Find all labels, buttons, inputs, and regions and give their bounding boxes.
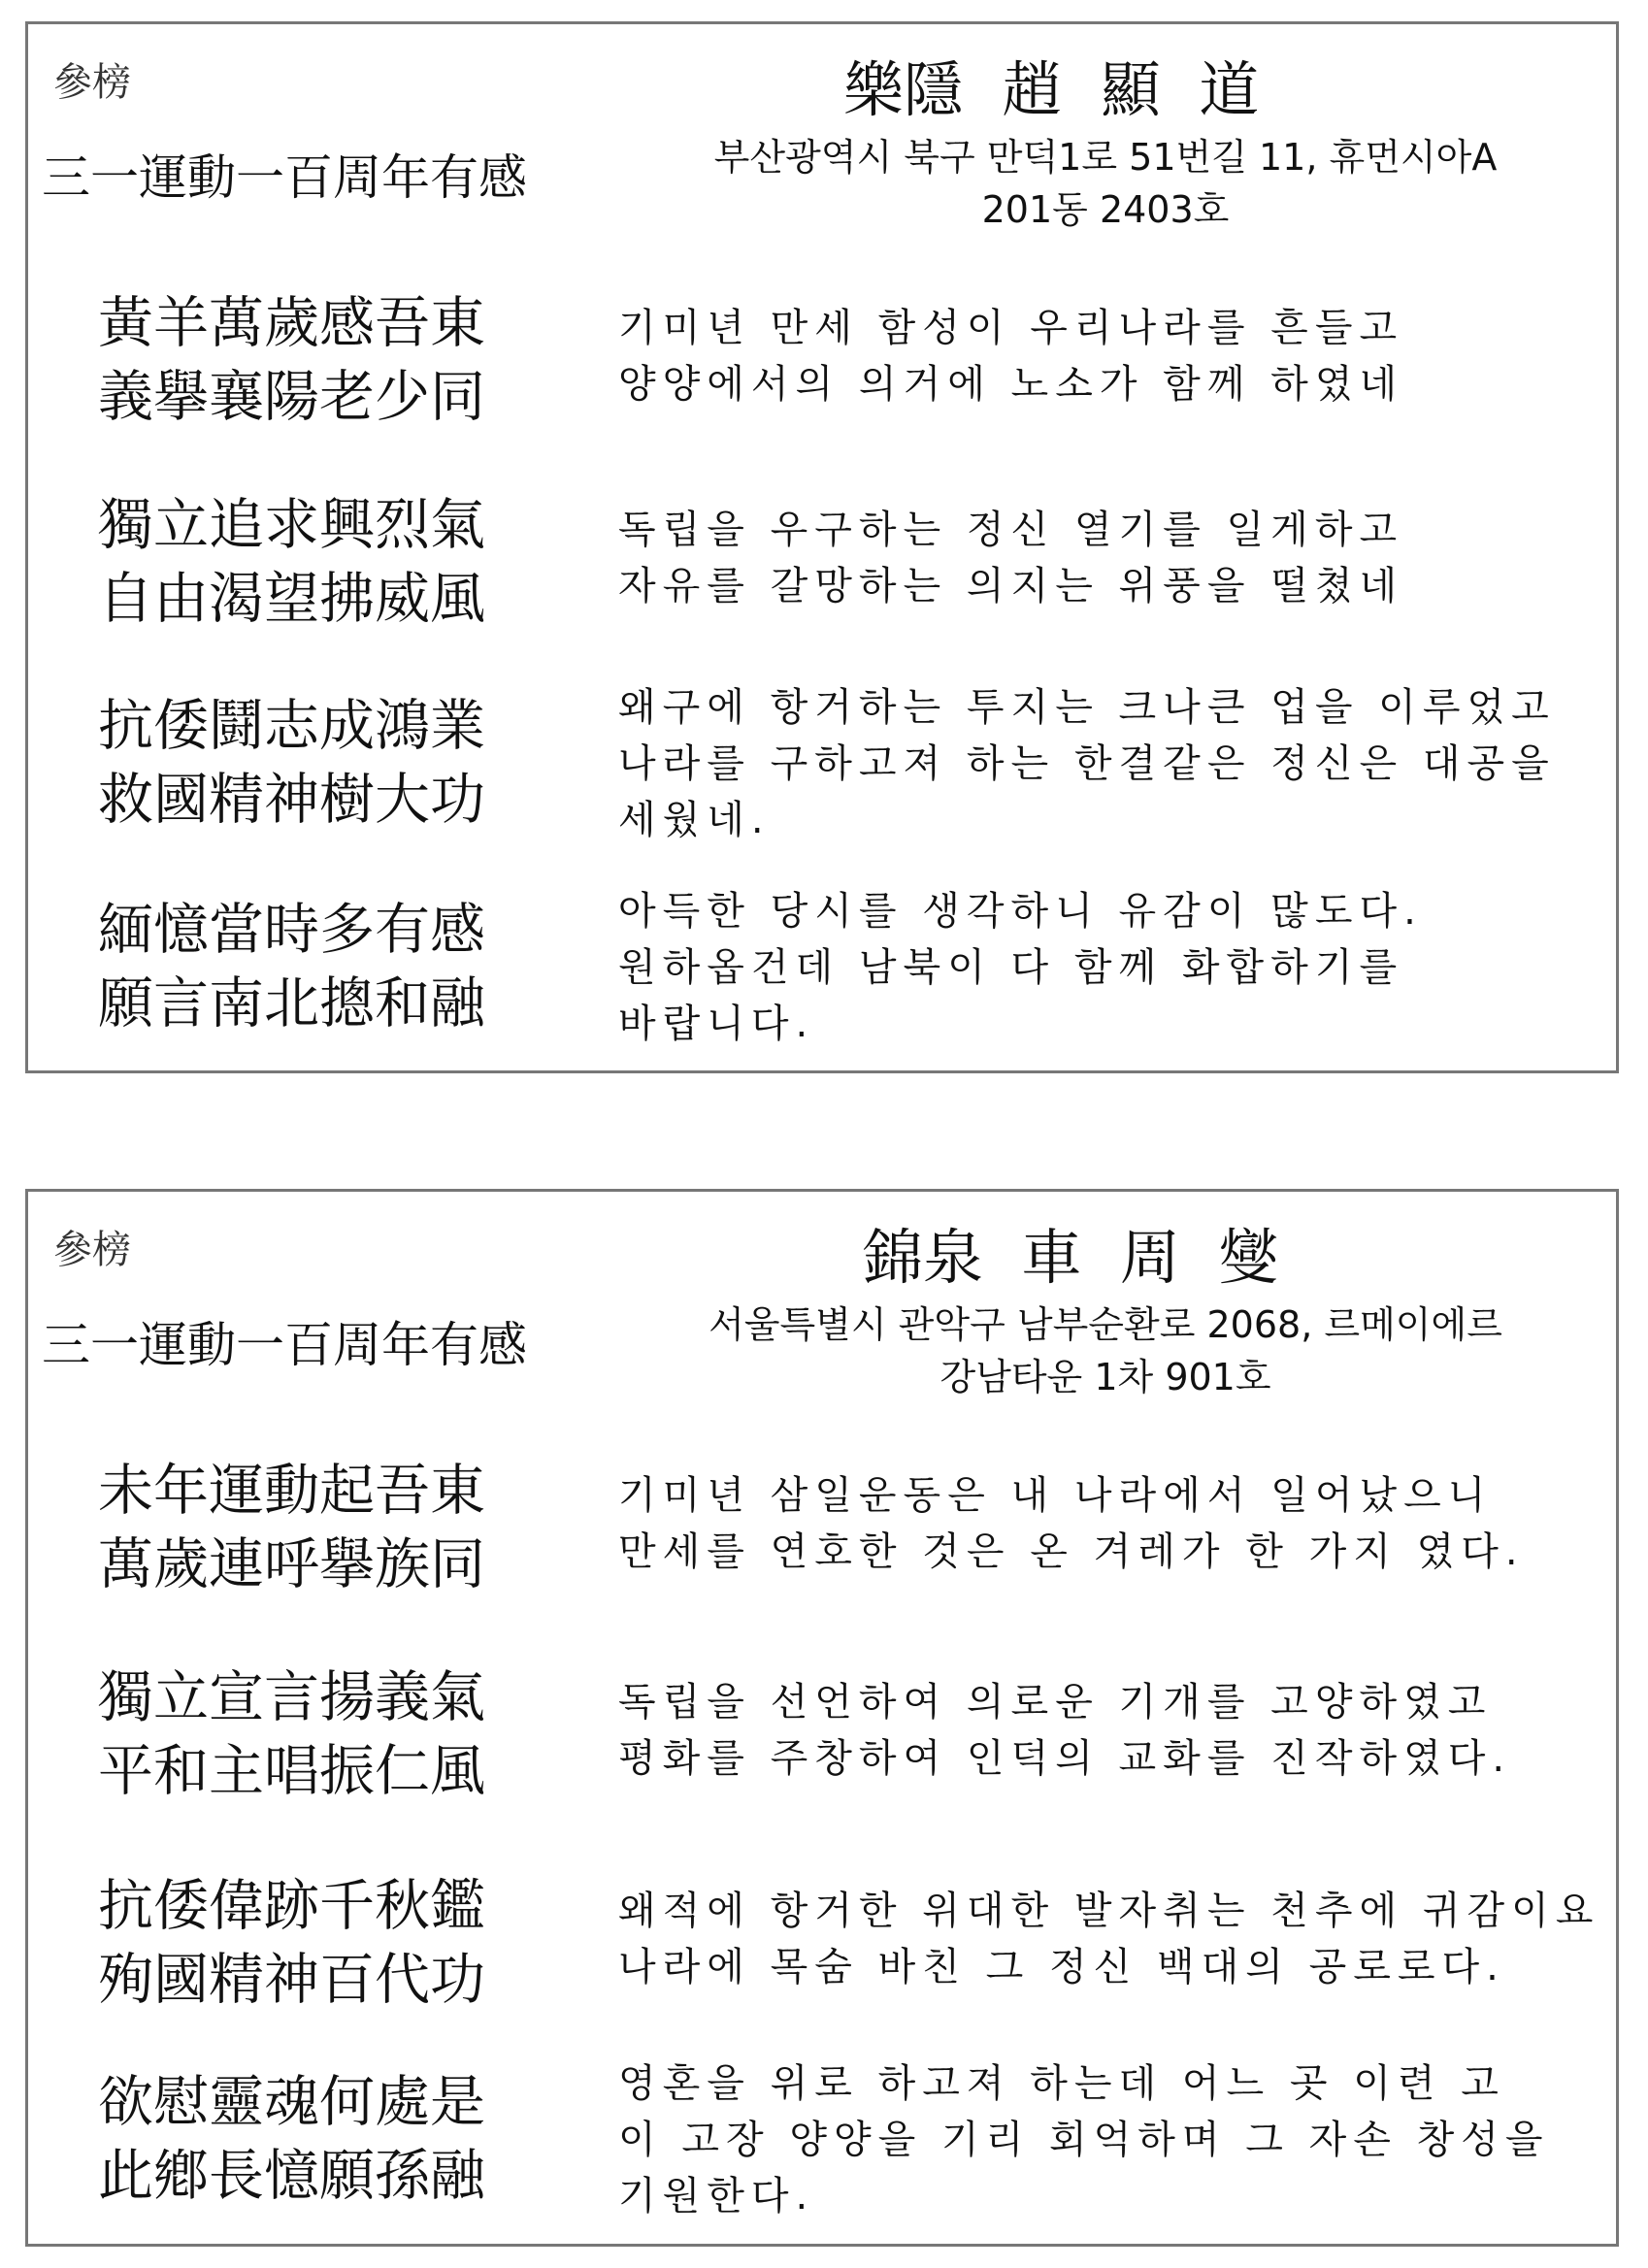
hanja-line: 獨立宣言揚義氣 [98, 1665, 485, 1729]
address-line: 부산광역시 북구 만덕1로 51번길 11, 휴먼시아A [713, 136, 1498, 179]
korean-line: 왜구에 항거하는 투지는 크나큰 업을 이루었고 [618, 685, 1556, 730]
korean-line: 평화를 주창하여 인덕의 교화를 진작하였다. [618, 1736, 1512, 1781]
author-name: 樂隱 趙 顯 道 [843, 54, 1260, 125]
korean-line: 기미년 삼일운동은 내 나라에서 일어났으니 [618, 1473, 1493, 1518]
hanja-couplet [98, 1869, 485, 2017]
poem-title: 三一運動一百周年有感 [42, 1317, 527, 1373]
korean-line: 독립을 선언하여 의로운 기개를 고양하였고 [618, 1680, 1493, 1725]
address-line: 강남타운 1차 901호 [939, 1356, 1271, 1398]
korean-line: 세웠네. [618, 798, 771, 842]
poem-title: 三一運動一百周年有感 [42, 149, 527, 206]
author-address [630, 131, 1581, 236]
hanja-couplet [98, 1454, 485, 1601]
hanja-line: 獨立追求興烈氣 [98, 493, 485, 557]
korean-translation [618, 883, 1423, 1052]
author-address [630, 1298, 1581, 1403]
korean-line: 이 고장 양양을 기리 회억하며 그 자손 창성을 [618, 2118, 1550, 2162]
hanja-line: 自由渴望拂威風 [98, 567, 485, 631]
korean-translation [618, 2055, 1550, 2224]
hanja-line: 緬憶當時多有感 [98, 898, 485, 962]
hanja-line: 願言南北摠和融 [98, 971, 485, 1035]
hanja-couplet [98, 893, 485, 1040]
hanja-couplet [98, 488, 485, 636]
korean-translation [618, 502, 1403, 614]
korean-translation [618, 1467, 1525, 1580]
korean-translation [618, 1883, 1599, 1995]
hanja-couplet [98, 2065, 485, 2213]
hanja-line: 欲慰靈魂何處是 [98, 2070, 485, 2134]
korean-line: 나라를 구하고져 하는 한결같은 정신은 대공을 [618, 741, 1556, 786]
hanja-line: 救國精神樹大功 [98, 768, 485, 832]
hanja-line: 未年運動起吾東 [98, 1459, 485, 1523]
korean-line: 독립을 우구하는 정신 열기를 일게하고 [618, 508, 1404, 552]
hanja-line: 殉國精神百代功 [98, 1948, 485, 2012]
hanja-line: 平和主唱振仁風 [98, 1739, 485, 1803]
korean-line: 아득한 당시를 생각하니 유감이 많도다. [618, 889, 1423, 934]
hanja-line: 抗倭鬪志成鴻業 [98, 694, 485, 758]
korean-line: 양양에서의 의거에 노소가 함께 하였네 [618, 362, 1404, 407]
hanja-line: 義擧襄陽老少同 [98, 365, 485, 429]
address-line: 201동 2403호 [981, 188, 1230, 231]
hanja-line: 此鄕長憶願孫融 [98, 2144, 485, 2208]
korean-translation [618, 679, 1556, 848]
hanja-couplet [98, 286, 485, 434]
hanja-couplet [98, 689, 485, 837]
poem-card-1 [25, 21, 1619, 1073]
korean-line: 바랍니다. [618, 1002, 815, 1046]
korean-line: 왜적에 항거한 위대한 발자취는 천추에 귀감이요 [618, 1889, 1600, 1933]
hanja-line: 黃羊萬歲感吾東 [98, 291, 485, 355]
hanja-couplet [98, 1660, 485, 1808]
award-tag: 參榜 [53, 1228, 131, 1272]
korean-line: 만세를 연호한 것은 온 겨레가 한 가지 였다. [618, 1529, 1525, 1574]
korean-translation [618, 1674, 1511, 1787]
korean-line: 자유를 갈망하는 의지는 위풍을 떨쳤네 [618, 564, 1404, 608]
poem-card-2 [25, 1189, 1619, 2247]
korean-translation [618, 300, 1403, 412]
korean-line: 영혼을 위로 하고져 하는데 어느 곳 이련 고 [618, 2061, 1505, 2106]
award-tag: 參榜 [53, 60, 131, 105]
hanja-line: 抗倭偉跡千秋鑑 [98, 1874, 485, 1938]
address-line: 서울특별시 관악구 남부순환로 2068, 르메이에르 [709, 1303, 1502, 1346]
korean-line: 원하옵건데 남북이 다 함께 화합하기를 [618, 945, 1404, 990]
korean-line: 기원한다. [618, 2174, 815, 2219]
hanja-line: 萬歲連呼擧族同 [98, 1532, 485, 1596]
korean-line: 기미년 만세 함성이 우리나라를 흔들고 [618, 306, 1404, 350]
author-name: 錦泉 車 周 燮 [863, 1222, 1279, 1293]
korean-line: 나라에 목숨 바친 그 정신 백대의 공로로다. [618, 1945, 1505, 1989]
